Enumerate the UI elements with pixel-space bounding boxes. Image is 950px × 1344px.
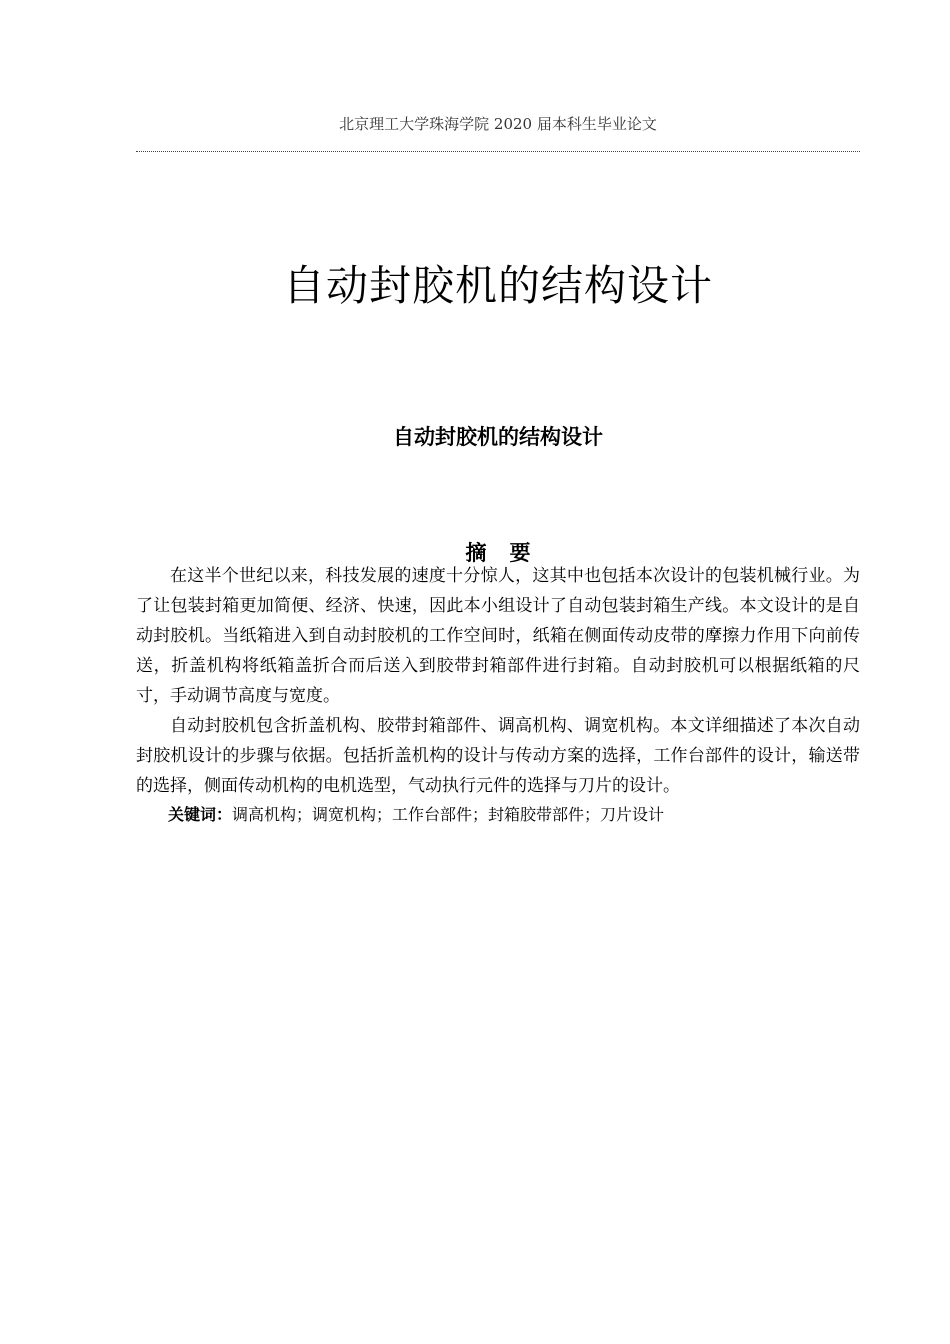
header-divider: [136, 151, 860, 152]
thesis-title: 自动封胶机的结构设计: [282, 261, 713, 311]
keywords-line: [136, 801, 860, 829]
keywords-list: 调高机构；调宽机构；工作台部件；封箱胶带部件；刀片设计: [232, 805, 665, 824]
abstract-heading: 摘要: [465, 541, 554, 565]
abstract-body: [136, 561, 860, 829]
abstract-paragraph-1: 在这半个世纪以来，科技发展的速度十分惊人，这其中也包括本次设计的包装机械行业。为了让包装封箱更加简便、经济、快速，因此本小组设计了自动包装封箱生产线。本文设计的是自动封胶机。当纸箱进入到自动封胶机的工作空间时，纸箱在侧面传动皮带的摩擦力作用下向前传送，折盖机构将纸箱盖折合而后送入到胶带封箱部件进行封箱。自动封胶机可以根据纸箱的尺寸，手动调节高度与宽度。: [136, 566, 860, 706]
keywords-label: 关键词：: [168, 805, 233, 824]
abstract-paragraph-2: 自动封胶机包含折盖机构、胶带封箱部件、调高机构、调宽机构。本文详细描述了本次自动封胶机设计的步骤与依据。包括折盖机构的设计与传动方案的选择，工作台部件的设计，输送带的选择，侧面传动机构的电机选型，气动执行元件的选择与刀片的设计。: [136, 716, 860, 796]
abstract-page-title: 自动封胶机的结构设计: [393, 425, 603, 450]
running-header: 北京理工大学珠海学院 2020 届本科生毕业论文: [339, 115, 657, 133]
